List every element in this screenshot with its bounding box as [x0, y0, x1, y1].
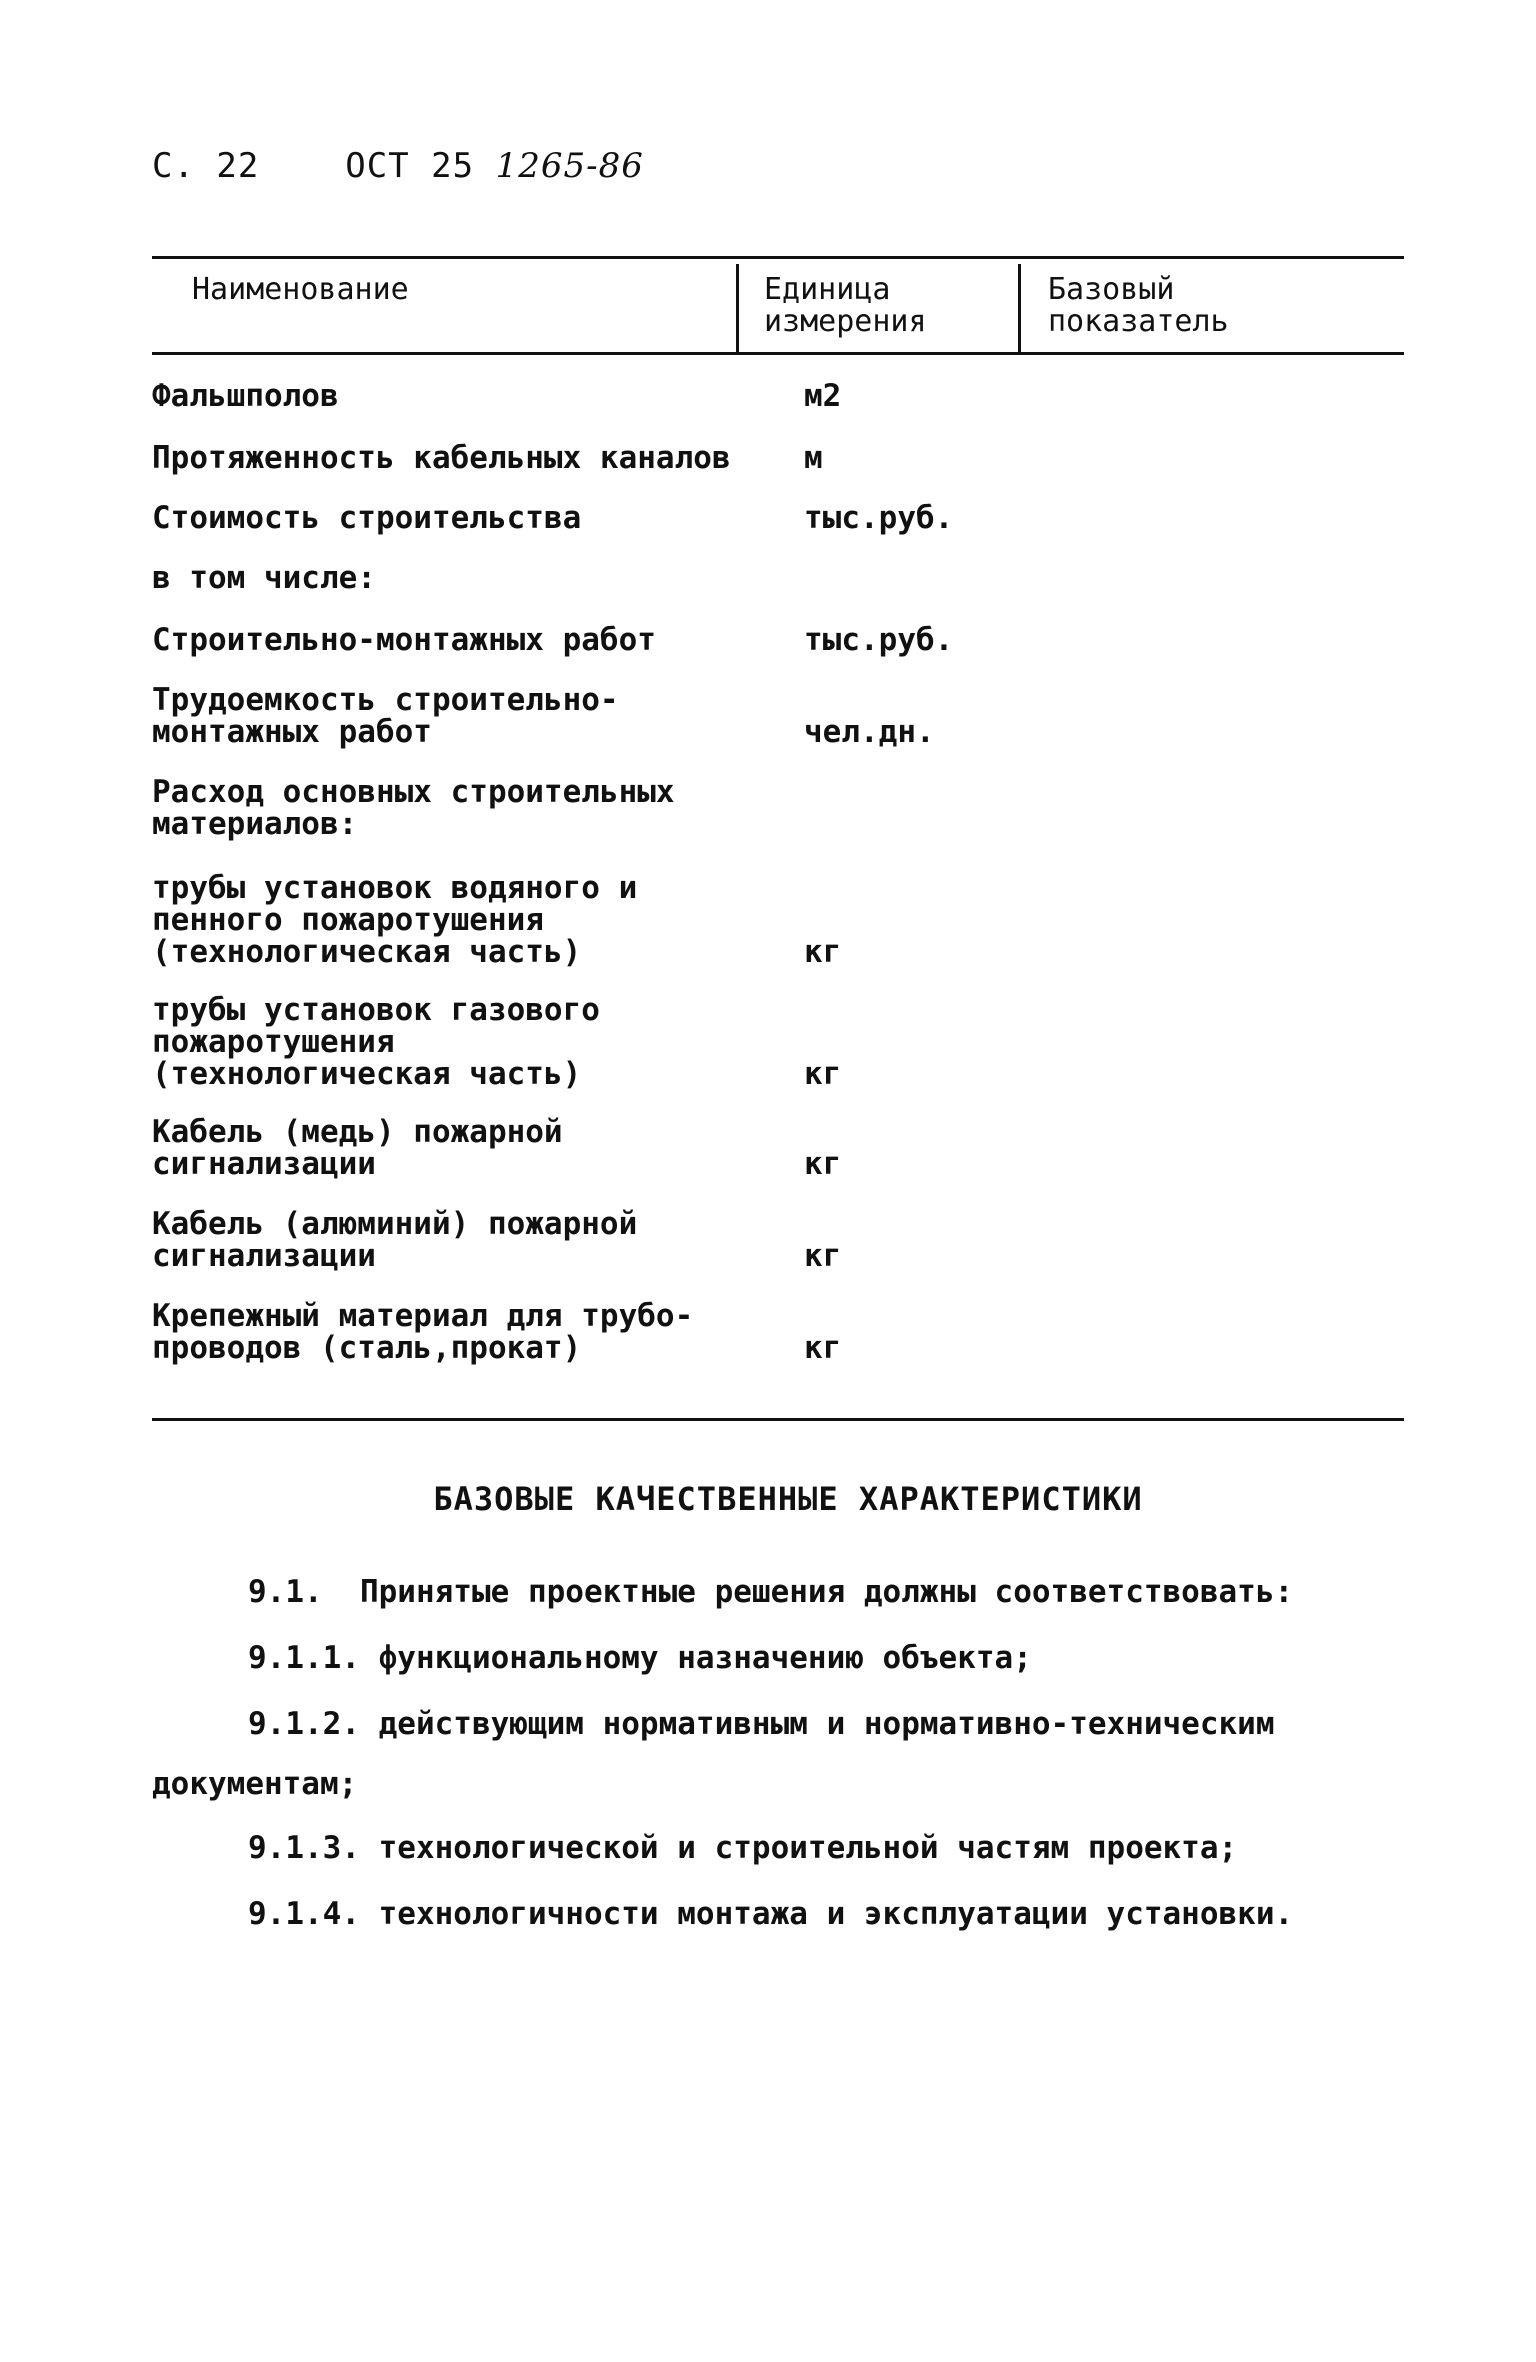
row-unit: чел.дн.	[804, 714, 935, 750]
row-unit: тыс.руб.	[804, 622, 954, 658]
table-header-rule	[152, 352, 1404, 355]
paragraph-9-1-3: 9.1.3. технологической и строительной частям проекта;	[248, 1830, 1238, 1866]
row-name: Кабель (алюминий) пожарной сигнализации	[152, 1206, 638, 1274]
row-name: Трудоемкость строительно- монтажных работ	[152, 682, 619, 750]
row-name: Протяженность кабельных каналов	[152, 440, 731, 476]
section-title: БАЗОВЫЕ КАЧЕСТВЕННЫЕ ХАРАКТЕРИСТИКИ	[433, 1480, 1143, 1518]
row-unit: кг	[804, 1056, 842, 1092]
table-row	[152, 562, 1404, 594]
paragraph-9-1-2: 9.1.2. действующим нормативным и нормативно-техническим	[248, 1706, 1275, 1742]
table-row	[152, 872, 1404, 968]
row-name: Кабель (медь) пожарной сигнализации	[152, 1114, 563, 1182]
row-unit: кг	[804, 1146, 842, 1182]
header-divider	[736, 264, 739, 352]
table-header	[152, 256, 1404, 352]
paragraph-9-1: 9.1. Принятые проектные решения должны соответствовать:	[248, 1574, 1294, 1610]
header-base: Базовый показатель	[1048, 272, 1229, 339]
table-row	[152, 994, 1404, 1090]
paragraph-9-1-2-cont: документам;	[152, 1766, 358, 1802]
table-row	[152, 1208, 1404, 1272]
table-row	[152, 624, 1404, 656]
header-divider	[1018, 264, 1021, 352]
row-name: трубы установок газового пожаротушения (технологическая часть)	[152, 992, 600, 1092]
row-unit: тыс.руб.	[804, 500, 954, 536]
table-row	[152, 1300, 1404, 1364]
table-row	[152, 776, 1404, 840]
row-name: в том числе:	[152, 560, 376, 596]
row-unit: м2	[804, 378, 842, 414]
row-name: трубы установок водяного и пенного пожаротушения (технологическая часть)	[152, 870, 638, 970]
standard-code: ОСТ 25	[345, 146, 475, 186]
row-name: Строительно-монтажных работ	[152, 622, 656, 658]
page-header	[152, 146, 644, 186]
table-bottom-rule	[152, 1418, 1404, 1421]
row-unit: м	[804, 440, 823, 476]
table-row	[152, 380, 1404, 412]
table-row	[152, 502, 1404, 534]
row-name: Крепежный материал для трубо- проводов (сталь,прокат)	[152, 1298, 694, 1366]
row-name: Фальшполов	[152, 378, 339, 414]
header-unit: Единица измерения	[764, 272, 927, 339]
page-number: С. 22	[152, 146, 260, 186]
row-name: Расход основных строительных материалов:	[152, 774, 675, 842]
table-row	[152, 684, 1404, 748]
row-unit: кг	[804, 1238, 842, 1274]
row-unit: кг	[804, 934, 842, 970]
paragraph-9-1-4: 9.1.4. технологичности монтажа и эксплуатации установки.	[248, 1896, 1294, 1932]
header-name: Наименование	[192, 272, 409, 307]
paragraph-9-1-1: 9.1.1. функциональному назначению объекта;	[248, 1640, 1032, 1676]
row-name: Стоимость строительства	[152, 500, 582, 536]
row-unit: кг	[804, 1330, 842, 1366]
table-row	[152, 442, 1404, 474]
table-row	[152, 1116, 1404, 1180]
standard-number: 1265-86	[495, 146, 644, 186]
